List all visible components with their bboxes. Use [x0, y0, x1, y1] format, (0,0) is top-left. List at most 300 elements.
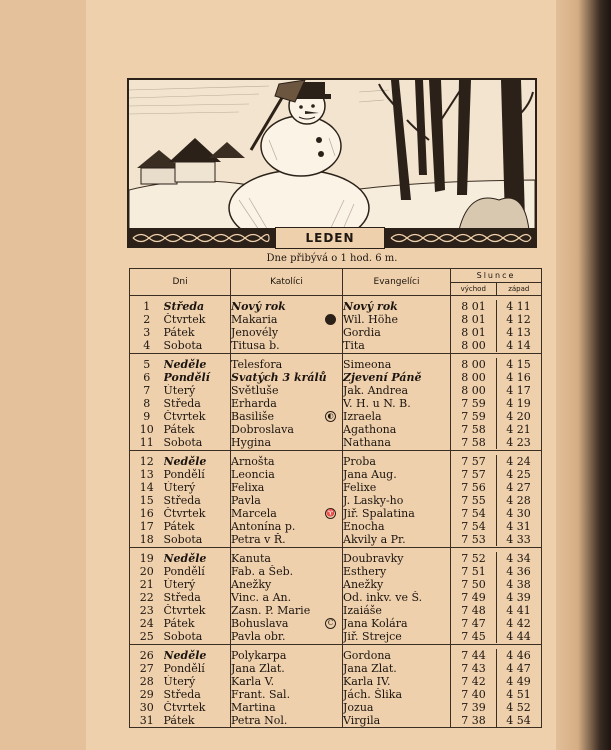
sunset-time: 4 51	[506, 688, 531, 701]
first-quarter-moon-icon: C	[325, 618, 336, 629]
table-row	[130, 296, 542, 314]
day-name-text: Sobota	[163, 533, 203, 546]
winter-scene-image	[129, 80, 535, 246]
sunrise-time: 8 00	[451, 384, 497, 397]
table-row	[130, 688, 542, 701]
evangelical-name-text: Jak. Andrea	[343, 384, 409, 397]
catholic-name-text: Leoncia	[231, 468, 275, 481]
day-number-text: 22	[139, 591, 154, 604]
day-name	[164, 326, 231, 339]
catholic-name	[231, 533, 343, 548]
day-number	[130, 326, 164, 339]
table-row	[130, 313, 542, 326]
day-number-text: 15	[139, 494, 154, 507]
day-name	[164, 675, 231, 688]
sunset-time: 4 33	[506, 533, 531, 546]
evangelical-name-text: Izraela	[343, 410, 382, 423]
table-row	[130, 520, 542, 533]
sun-times	[451, 296, 542, 314]
day-number-text: 7	[143, 384, 151, 397]
day-number-text: 23	[139, 604, 154, 617]
catholic-name	[231, 701, 343, 714]
evangelical-name-text: Izaiáše	[343, 604, 382, 617]
catholic-name-text: Basiliše	[231, 410, 275, 423]
evangelical-name	[343, 520, 451, 533]
evangelical-name	[343, 675, 451, 688]
day-number-text: 17	[139, 520, 154, 533]
catholic-name-text: Anežky	[231, 578, 272, 591]
sunset-time: 4 30	[506, 507, 531, 520]
day-number	[130, 296, 164, 314]
catholic-name-text: Pavla	[231, 494, 261, 507]
sunset-time: 4 23	[506, 436, 531, 449]
day-name	[164, 384, 231, 397]
day-number-text: 5	[143, 357, 151, 371]
catholic-name-text: Erharda	[231, 397, 277, 410]
sunrise-time: 7 59	[451, 397, 497, 410]
catholic-name	[231, 604, 343, 617]
catholic-name-text: Arnošta	[231, 454, 275, 468]
table-row	[130, 371, 542, 384]
catholic-name	[231, 397, 343, 410]
table-row	[130, 533, 542, 548]
evangelical-name	[343, 313, 451, 326]
column-header-catholic: Katolíci	[231, 269, 343, 296]
day-number	[130, 436, 164, 451]
sunrise-time: 7 49	[451, 591, 497, 604]
sunrise-time: 7 50	[451, 578, 497, 591]
catholic-name-text: Jana Zlat.	[231, 662, 285, 675]
table-row	[130, 436, 542, 451]
sunrise-time: 7 44	[451, 649, 497, 662]
sun-times	[451, 591, 542, 604]
day-name-text: Neděle	[163, 454, 207, 468]
sun-times	[451, 617, 542, 630]
sunrise-time: 8 01	[451, 300, 497, 313]
day-name	[164, 423, 231, 436]
catholic-name-text: Martina	[231, 701, 276, 714]
evangelical-name-text: Karla IV.	[343, 675, 391, 688]
day-name-text: Úterý	[163, 578, 196, 591]
day-name	[164, 339, 231, 354]
sunrise-time: 8 00	[451, 371, 497, 384]
table-row	[130, 701, 542, 714]
evangelical-name-text: Jiř. Strejce	[343, 630, 402, 643]
table-row	[130, 578, 542, 591]
evangelical-name	[343, 662, 451, 675]
day-name	[164, 578, 231, 591]
evangelical-name-text: Jana Zlat.	[343, 662, 397, 675]
sunrise-time: 7 57	[451, 468, 497, 481]
catholic-name-text: Antonína p.	[231, 520, 296, 533]
evangelical-name	[343, 604, 451, 617]
day-number	[130, 630, 164, 645]
catholic-name	[231, 578, 343, 591]
day-name-text: Pátek	[163, 326, 195, 339]
day-name	[164, 296, 231, 314]
catholic-name	[231, 507, 343, 520]
catholic-name-text: Kanuta	[231, 551, 271, 565]
day-name	[164, 688, 231, 701]
evangelical-name	[343, 617, 451, 630]
sun-label: Slunce	[451, 269, 541, 283]
catholic-name-text: Titusa b.	[231, 339, 280, 352]
evangelical-name-text: Esthery	[343, 565, 387, 578]
catholic-name	[231, 591, 343, 604]
table-row	[130, 662, 542, 675]
evangelical-name	[343, 714, 451, 728]
sunset-time: 4 49	[506, 675, 531, 688]
sun-times	[451, 451, 542, 469]
sun-times	[451, 548, 542, 566]
day-number-text: 28	[139, 675, 154, 688]
evangelical-name-text: Akvily a Pr.	[343, 533, 406, 546]
full-moon-icon	[325, 314, 336, 325]
evangelical-name	[343, 436, 451, 451]
catholic-name	[231, 423, 343, 436]
day-number	[130, 662, 164, 675]
day-number-text: 27	[139, 662, 154, 675]
catholic-name	[231, 565, 343, 578]
sun-times	[451, 662, 542, 675]
evangelical-name-text: Doubravky	[343, 551, 404, 565]
day-name-text: Sobota	[163, 339, 203, 352]
day-number-text: 10	[139, 423, 154, 436]
sun-times	[451, 507, 542, 520]
evangelical-name-text: Wil. Höhe	[343, 313, 398, 326]
sunrise-time: 7 47	[451, 617, 497, 630]
evangelical-name	[343, 578, 451, 591]
column-header-evangelical: Evangelíci	[343, 269, 451, 296]
day-number	[130, 617, 164, 630]
day-number	[130, 591, 164, 604]
day-name	[164, 494, 231, 507]
day-name-text: Úterý	[163, 384, 196, 397]
sunrise-time: 7 58	[451, 436, 497, 449]
sunset-time: 4 11	[506, 299, 531, 313]
table-header-row	[130, 269, 542, 296]
evangelical-name-text: Felixe	[343, 481, 377, 494]
table-row	[130, 565, 542, 578]
sunset-time: 4 16	[506, 371, 531, 384]
catholic-name	[231, 645, 343, 663]
catholic-name-text: Nový rok	[231, 299, 286, 313]
catholic-name	[231, 339, 343, 354]
sun-times	[451, 688, 542, 701]
sunset-time: 4 38	[506, 578, 531, 591]
day-name-text: Úterý	[163, 481, 196, 494]
catholic-name-text: Zasn. P. Marie	[231, 604, 311, 617]
sunset-time: 4 25	[506, 468, 531, 481]
sun-times	[451, 326, 542, 339]
catholic-name-text: Frant. Sal.	[231, 688, 291, 701]
last-quarter-moon-icon: ◐	[325, 411, 336, 422]
day-name-text: Pondělí	[163, 371, 210, 384]
table-row	[130, 617, 542, 630]
evangelical-name-text: Anežky	[343, 578, 384, 591]
sun-times	[451, 578, 542, 591]
catholic-name	[231, 313, 343, 326]
sunrise-time: 7 57	[451, 455, 497, 468]
day-name	[164, 565, 231, 578]
new-moon-icon: ♈	[326, 509, 335, 517]
evangelical-name	[343, 533, 451, 548]
day-name-text: Úterý	[163, 675, 196, 688]
sunrise-time: 7 52	[451, 552, 497, 565]
evangelical-name-text: J. Lasky-ho	[343, 494, 404, 507]
evangelical-name-text: Jana Kolára	[343, 617, 408, 630]
day-name	[164, 451, 231, 469]
sunset-time: 4 47	[506, 662, 531, 675]
day-name-text: Čtvrtek	[163, 313, 206, 326]
day-number	[130, 507, 164, 520]
column-header-sun	[451, 269, 542, 296]
day-name	[164, 397, 231, 410]
evangelical-name	[343, 481, 451, 494]
sun-times	[451, 371, 542, 384]
sunrise-time: 7 45	[451, 630, 497, 643]
sun-times	[451, 533, 542, 548]
sunrise-time: 7 51	[451, 565, 497, 578]
evangelical-name	[343, 494, 451, 507]
sunrise-label: východ	[451, 283, 497, 295]
day-number-text: 6	[143, 371, 151, 384]
day-name-text: Neděle	[163, 551, 207, 565]
catholic-name-text: Svatých 3 králů	[231, 371, 327, 384]
snowman-illustration	[127, 78, 537, 248]
day-name	[164, 313, 231, 326]
evangelical-name-text: Jana Aug.	[343, 468, 397, 481]
day-number-text: 16	[139, 507, 154, 520]
table-row	[130, 507, 542, 520]
table-row	[130, 354, 542, 372]
sunrise-time: 8 00	[451, 339, 497, 352]
table-row	[130, 645, 542, 663]
day-number	[130, 397, 164, 410]
evangelical-name	[343, 548, 451, 566]
day-number-text: 25	[139, 630, 154, 643]
day-number	[130, 520, 164, 533]
evangelical-name	[343, 591, 451, 604]
catholic-name	[231, 548, 343, 566]
sun-times	[451, 313, 542, 326]
day-number-text: 3	[143, 326, 151, 339]
sunset-time: 4 46	[506, 648, 531, 662]
sunset-time: 4 42	[506, 617, 531, 630]
evangelical-name-text: Gordia	[343, 326, 381, 339]
catholic-name	[231, 451, 343, 469]
sunrise-time: 7 54	[451, 507, 497, 520]
sunset-time: 4 17	[506, 384, 531, 397]
day-name-text: Středa	[163, 299, 205, 313]
sun-times	[451, 494, 542, 507]
day-name	[164, 645, 231, 663]
sun-times	[451, 339, 542, 354]
day-number-text: 19	[139, 551, 154, 565]
table-row	[130, 423, 542, 436]
day-number-text: 2	[143, 313, 151, 326]
sunrise-time: 7 59	[451, 410, 497, 423]
catholic-name	[231, 371, 343, 384]
table-row	[130, 397, 542, 410]
day-name-text: Čtvrtek	[163, 507, 206, 520]
sunset-time: 4 44	[506, 630, 531, 643]
sun-times	[451, 481, 542, 494]
table-row	[130, 481, 542, 494]
sunset-time: 4 36	[506, 565, 531, 578]
catholic-name-text: Marcela	[231, 507, 277, 520]
evangelical-name-text: Nový rok	[343, 299, 398, 313]
catholic-name	[231, 617, 343, 630]
catholic-name	[231, 481, 343, 494]
evangelical-name	[343, 451, 451, 469]
sun-times	[451, 423, 542, 436]
evangelical-name	[343, 701, 451, 714]
evangelical-name	[343, 371, 451, 384]
sun-times	[451, 645, 542, 663]
day-name	[164, 591, 231, 604]
table-row	[130, 339, 542, 354]
day-name-text: Pondělí	[163, 662, 205, 675]
evangelical-name-text: Jozua	[343, 701, 374, 714]
evangelical-name-text: Virgila	[343, 714, 381, 727]
day-number-text: 12	[139, 454, 154, 468]
sun-times	[451, 436, 542, 451]
day-name	[164, 481, 231, 494]
evangelical-name	[343, 468, 451, 481]
sunrise-time: 7 48	[451, 604, 497, 617]
evangelical-name	[343, 565, 451, 578]
catholic-name	[231, 630, 343, 645]
sunset-time: 4 20	[506, 410, 531, 423]
catholic-name	[231, 410, 343, 423]
day-name	[164, 410, 231, 423]
calendar-body	[130, 296, 542, 728]
sunset-label: západ	[508, 285, 530, 293]
catholic-name-text: Telesfora	[231, 357, 283, 371]
day-number-text: 11	[139, 436, 154, 449]
sunset-time: 4 31	[506, 520, 531, 533]
day-number	[130, 604, 164, 617]
catholic-name	[231, 468, 343, 481]
evangelical-name	[343, 384, 451, 397]
sunrise-time: 8 01	[451, 326, 497, 339]
day-number-text: 1	[143, 299, 151, 313]
day-number-text: 30	[139, 701, 154, 714]
day-number	[130, 675, 164, 688]
catholic-name-text: Makaria	[231, 313, 278, 326]
sunrise-time: 7 40	[451, 688, 497, 701]
sunrise-time: 7 43	[451, 662, 497, 675]
catholic-name	[231, 494, 343, 507]
catholic-name	[231, 296, 343, 314]
day-number-text: 4	[143, 339, 151, 352]
day-number	[130, 384, 164, 397]
sunset-time: 4 19	[506, 397, 531, 410]
catholic-name-text: Bohuslava	[231, 617, 289, 630]
day-name-text: Pátek	[163, 423, 195, 436]
evangelical-name-text: Enocha	[343, 520, 385, 533]
catholic-name-text: Vinc. a An.	[231, 591, 292, 604]
table-row	[130, 410, 542, 423]
sun-times	[451, 520, 542, 533]
catholic-name-text: Felixa	[231, 481, 265, 494]
table-row	[130, 630, 542, 645]
catholic-name-text: Světluše	[231, 384, 279, 397]
day-number-text: 9	[143, 410, 151, 423]
sunrise-time: 7 53	[451, 533, 497, 546]
sun-times	[451, 397, 542, 410]
sun-times	[451, 354, 542, 372]
catholic-name-text: Pavla obr.	[231, 630, 286, 643]
evangelical-name-text: Od. inkv. ve Š.	[343, 591, 423, 604]
day-number-text: 18	[139, 533, 154, 546]
evangelical-name-text: Agathona	[343, 423, 397, 436]
table-row	[130, 714, 542, 728]
catholic-name	[231, 688, 343, 701]
sunrise-time: 7 42	[451, 675, 497, 688]
day-number-text: 21	[139, 578, 154, 591]
sunrise-time: 7 54	[451, 520, 497, 533]
day-name	[164, 354, 231, 372]
catholic-name-text: Fab. a Šeb.	[231, 565, 294, 578]
day-name	[164, 714, 231, 728]
catholic-name-text: Karla V.	[231, 675, 275, 688]
sunset-time: 4 21	[506, 423, 531, 436]
day-number	[130, 494, 164, 507]
evangelical-name	[343, 423, 451, 436]
sunset-time: 4 54	[506, 714, 531, 727]
day-name-text: Středa	[163, 397, 201, 410]
catholic-name	[231, 714, 343, 728]
day-number	[130, 565, 164, 578]
table-row	[130, 675, 542, 688]
sunset-time: 4 15	[506, 357, 531, 371]
day-number	[130, 714, 164, 728]
catholic-name	[231, 436, 343, 451]
evangelical-name	[343, 410, 451, 423]
day-name-text: Sobota	[163, 436, 203, 449]
sunset-time: 4 28	[506, 494, 531, 507]
day-name-text: Pátek	[163, 714, 195, 727]
catholic-name-text: Petra v Ř.	[231, 533, 286, 546]
catholic-name-text: Jenovély	[231, 326, 279, 339]
day-name-text: Pátek	[163, 520, 195, 533]
day-name-text: Pondělí	[163, 565, 205, 578]
day-name	[164, 371, 231, 384]
day-number	[130, 481, 164, 494]
sunrise-time: 7 56	[451, 481, 497, 494]
month-title: LEDEN	[275, 227, 385, 249]
catholic-name-text: Dobroslava	[231, 423, 294, 436]
evangelical-name-text: Tita	[343, 339, 365, 352]
evangelical-name-text: Jiř. Spalatina	[343, 507, 415, 520]
catholic-name	[231, 326, 343, 339]
book-spine-edge	[556, 0, 611, 750]
catholic-name	[231, 520, 343, 533]
sunset-time: 4 12	[506, 313, 531, 326]
day-number-text: 26	[139, 648, 154, 662]
day-number	[130, 423, 164, 436]
table-row	[130, 384, 542, 397]
day-name	[164, 507, 231, 520]
evangelical-name	[343, 645, 451, 663]
evangelical-name	[343, 326, 451, 339]
day-number	[130, 313, 164, 326]
day-name	[164, 520, 231, 533]
catholic-name	[231, 675, 343, 688]
evangelical-name-text: Jách. Šlika	[343, 688, 403, 701]
